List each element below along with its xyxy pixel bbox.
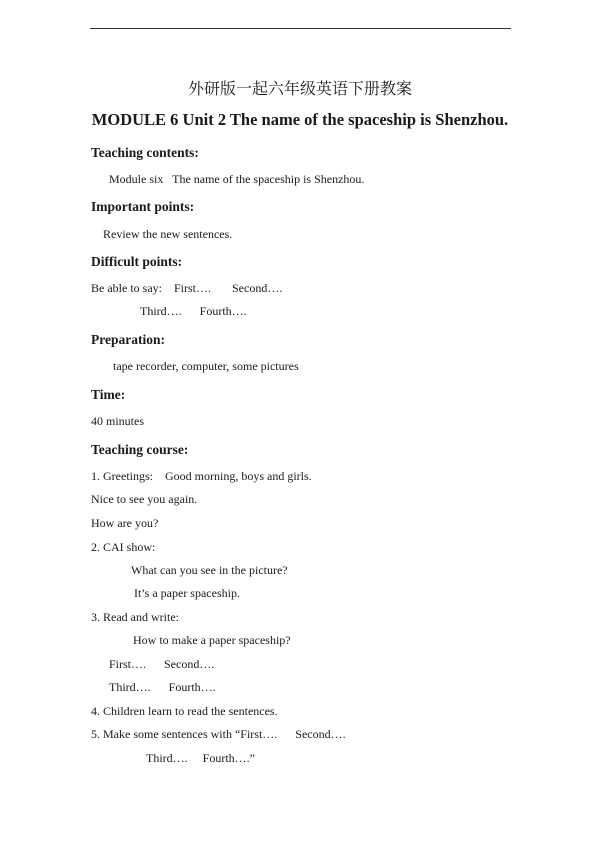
difficult-points-line-2: Third…. Fourth…. (140, 304, 247, 318)
course-line: 4. Children learn to read the sentences. (91, 704, 278, 718)
course-line: 2. CAI show: (91, 540, 156, 554)
heading-preparation: Preparation: (91, 332, 165, 347)
heading-difficult-points: Difficult points: (91, 254, 183, 269)
course-line: First…. Second…. (109, 657, 215, 671)
chinese-title: 外研版一起六年级英语下册教案 (187, 79, 412, 98)
important-points-text: Review the new sentences. (103, 227, 233, 241)
time-text: 40 minutes (91, 414, 144, 428)
heading-important-points: Important points: (91, 199, 195, 214)
course-line: How to make a paper spaceship? (133, 633, 291, 647)
course-line: Third…. Fourth…. (109, 680, 216, 694)
heading-teaching-contents: Teaching contents: (91, 145, 199, 160)
heading-teaching-course: Teaching course: (91, 442, 189, 457)
course-line: How are you? (91, 516, 159, 530)
difficult-points-line-1: Be able to say: First…. Second…. (91, 281, 283, 295)
course-line: Nice to see you again. (91, 492, 198, 506)
header-rule (90, 28, 511, 29)
course-line: It’s a paper spaceship. (134, 586, 240, 600)
heading-time: Time: (91, 387, 126, 402)
course-line: 3. Read and write: (91, 610, 179, 624)
teaching-contents-text: Module six The name of the spaceship is Shenzhou. (109, 172, 365, 186)
course-line: 1. Greetings: Good morning, boys and girls. (91, 469, 312, 483)
course-line: What can you see in the picture? (131, 563, 288, 577)
preparation-text: tape recorder, computer, some pictures (113, 359, 299, 373)
course-line: 5. Make some sentences with “First…. Second…. (91, 727, 346, 741)
course-line: Third…. Fourth….” (146, 751, 255, 765)
lesson-title: MODULE 6 Unit 2 The name of the spaceship is Shenzhou. (91, 110, 509, 129)
